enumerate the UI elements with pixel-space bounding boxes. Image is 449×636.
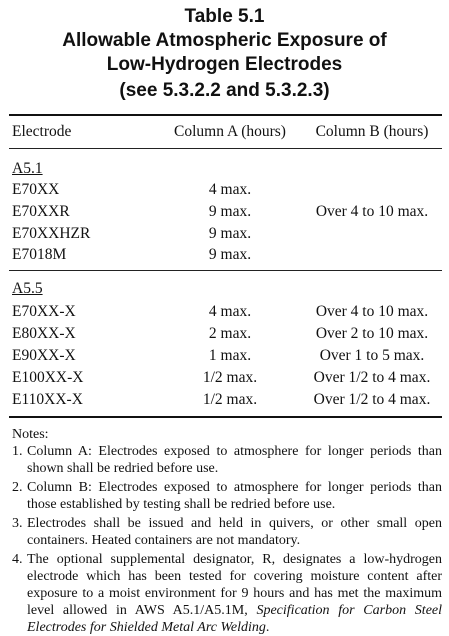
note-item	[12, 515, 442, 549]
note-specification-title: Specification for Carbon Steel Electrodes for Shielded Metal Arc Welding	[27, 603, 443, 635]
table-row-column-a: 1/2 max.	[202, 369, 258, 386]
table-row-column-a: 4 max.	[208, 181, 252, 198]
note-item	[12, 443, 442, 477]
table-row-electrode: E70XXR	[12, 203, 70, 220]
header-column-a: Column A (hours)	[174, 123, 286, 140]
note-item	[12, 479, 442, 513]
note-text-end: .	[265, 620, 270, 635]
table-row-column-a: 9 max.	[208, 203, 252, 220]
note-text: Column B: Electrodes exposed to atmosphere for longer periods than those established by testing shall be redried before use.	[27, 480, 442, 512]
table-title-line-1: Allowable Atmospheric Exposure of	[62, 30, 387, 51]
group-label-a5-5: A5.5	[12, 280, 43, 297]
note-text: Electrodes shall be issued and held in quivers, or other small open containers. Heated containers are not mandatory.	[27, 516, 442, 548]
table-row-electrode: E90XX-X	[12, 347, 76, 364]
table-row-electrode: E110XX-X	[12, 391, 83, 408]
note-number: 1.	[12, 444, 23, 459]
table-title-line-2: Low-Hydrogen Electrodes	[106, 54, 343, 75]
table-row-column-a: 9 max.	[208, 225, 252, 242]
table-row-column-b: Over 4 to 10 max.	[315, 303, 429, 320]
table-row-electrode: E70XXHZR	[12, 225, 91, 242]
table-row-column-a: 4 max.	[208, 303, 252, 320]
table-row-column-b: Over 1/2 to 4 max.	[313, 391, 431, 408]
table-row-column-b: Over 4 to 10 max.	[315, 203, 429, 220]
note-text: The optional supplemental designator, R, designates a low-hydrogen electrode which has been tested for covering moisture content after exposure to a moist environment for 9 hours and has met the maximum level allowed in AWS A5.1/A5.1M,	[27, 552, 442, 618]
header-rule	[9, 148, 442, 149]
table-row-electrode: E70XX	[12, 181, 60, 198]
table-number: Table 5.1	[184, 6, 265, 27]
note-text: Column A: Electrodes exposed to atmosphere for longer periods than shown shall be redried before use.	[27, 444, 442, 476]
note-number: 4.	[12, 552, 23, 567]
header-column-b: Column B (hours)	[315, 123, 429, 140]
table-row-electrode: E7018M	[12, 246, 67, 263]
table-row-electrode: E70XX-X	[12, 303, 76, 320]
table-row-electrode: E100XX-X	[12, 369, 84, 386]
notes-heading: Notes:	[12, 427, 49, 442]
note-number: 3.	[12, 516, 23, 531]
table-row-column-b: Over 1 to 5 max.	[319, 347, 425, 364]
table-row-column-b: Over 1/2 to 4 max.	[313, 369, 431, 386]
group-label-a5-1: A5.1	[12, 160, 43, 177]
table-top-rule	[9, 114, 442, 116]
table-row-electrode: E80XX-X	[12, 325, 76, 342]
table-row-column-a: 1/2 max.	[202, 391, 258, 408]
table-row-column-a: 9 max.	[208, 246, 252, 263]
table-row-column-a: 2 max.	[208, 325, 252, 342]
note-number: 2.	[12, 480, 23, 495]
header-electrode: Electrode	[12, 123, 72, 140]
note-item	[12, 551, 442, 636]
group-divider-rule	[9, 270, 442, 271]
table-row-column-b: Over 2 to 10 max.	[315, 325, 429, 342]
table-bottom-rule	[9, 416, 442, 418]
table-reference: (see 5.3.2.2 and 5.3.2.3)	[119, 80, 330, 101]
note-text-4	[27, 551, 442, 636]
table-row-column-a: 1 max.	[208, 347, 252, 364]
